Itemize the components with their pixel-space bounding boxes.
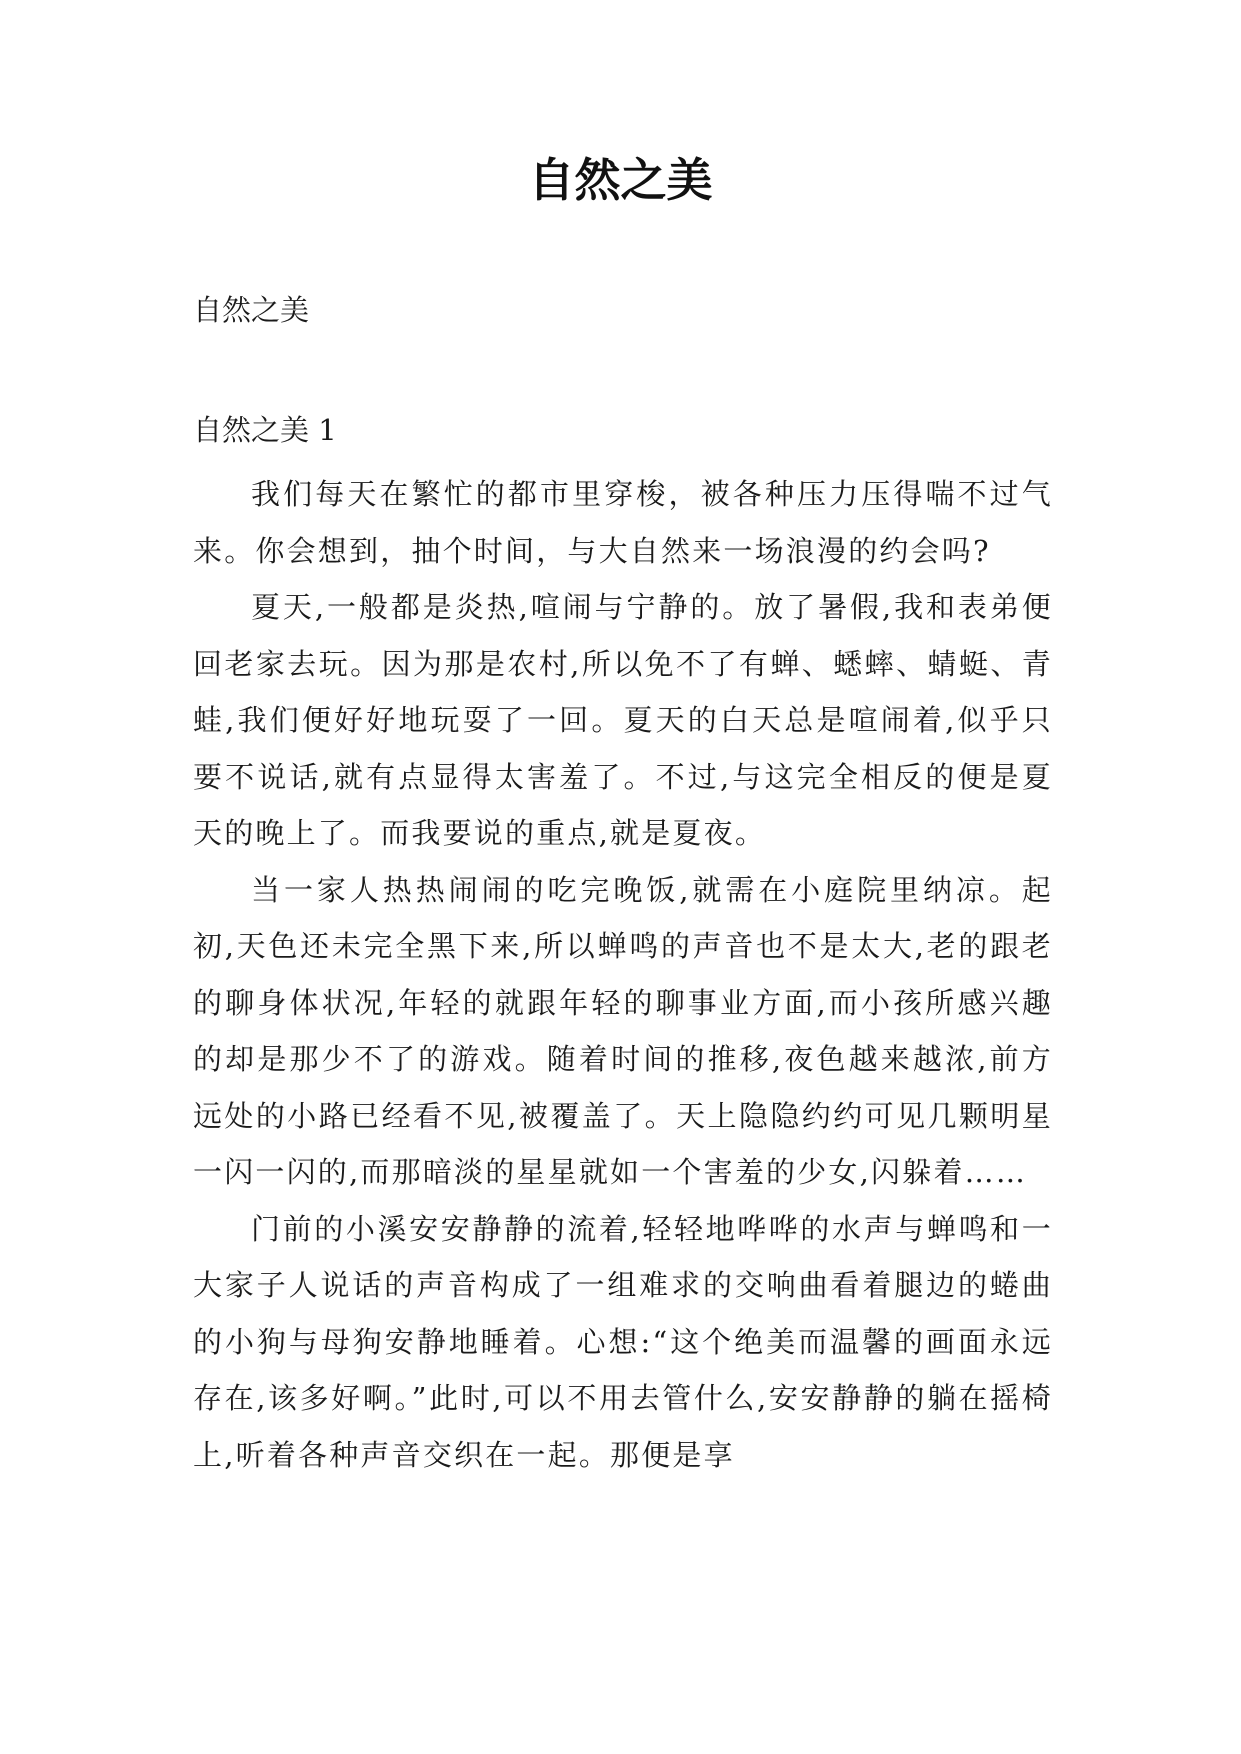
document-subtitle: 自然之美 — [193, 293, 310, 327]
paragraph-4: 门前的小溪安安静静的流着,轻轻地哗哗的水声与蝉鸣和一大家子人说话的声音构成了一组难求的交响曲看着腿边的蜷曲的小狗与母狗安静地睡着。心想:“这个绝美而温馨的画面永远存在,该多好啊。”此时,可以不用去管什么,安安静静的躺在摇椅上,听着各种声音交织在一起。那便是享 — [193, 1211, 1053, 1472]
essay-body — [193, 466, 1053, 1483]
paragraph-2: 夏天,一般都是炎热,喧闹与宁静的。放了暑假,我和表弟便回老家去玩。因为那是农村,所以免不了有蝉、蟋蟀、蜻蜓、青蛙,我们便好好地玩耍了一回。夏天的白天总是喧闹着,似乎只要不说话,就有点显得太害羞了。不过,与这完全相反的便是夏天的晚上了。而我要说的重点,就是夏夜。 — [193, 590, 1053, 850]
document-title: 自然之美 — [528, 153, 713, 207]
section-heading: 自然之美 1 — [193, 413, 337, 447]
paragraph-1: 我们每天在繁忙的都市里穿梭，被各种压力压得喘不过气来。你会想到，抽个时间，与大自然来一场浪漫的约会吗? — [193, 477, 1053, 568]
paragraph-3: 当一家人热热闹闹的吃完晚饭,就需在小庭院里纳凉。起初,天色还未完全黑下来,所以蝉鸣的声音也不是太大,老的跟老的聊身体状况,年轻的就跟年轻的聊事业方面,而小孩所感兴趣的却是那少不了的游戏。随着时间的推移,夜色越来越浓,前方远处的小路已经看不见,被覆盖了。天上隐隐约约可见几颗明星一闪一闪的,而那暗淡的星星就如一个害羞的少女,闪躲着…… — [193, 872, 1053, 1189]
